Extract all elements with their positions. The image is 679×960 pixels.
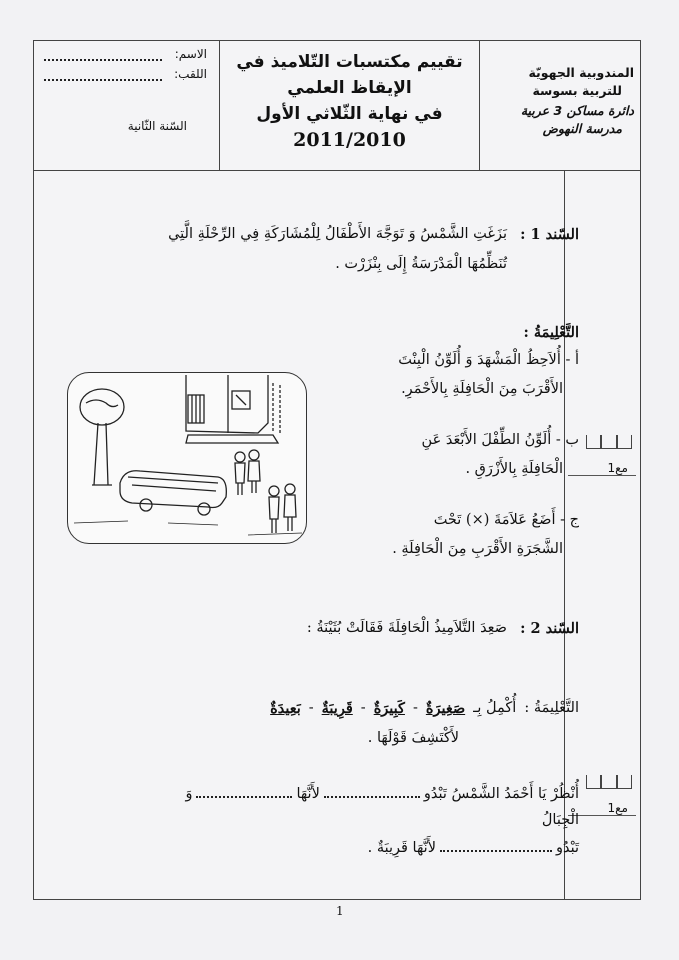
separator-dash: - bbox=[308, 700, 314, 716]
word-option-near: قَرِيبَةٌ bbox=[321, 700, 353, 717]
fill-line-2: الْجِبَالُ bbox=[541, 812, 579, 828]
name-field[interactable] bbox=[44, 59, 162, 61]
fill-line-3-end: لأَنَّهَا قَرِيبَةٌ . bbox=[367, 840, 436, 856]
fill-line-1-start: أُنْظُرْ يَا أَحْمَدُ الشَّمْسُ تَبْدُو bbox=[423, 786, 579, 802]
title-line-3: في نهاية الثّلاثي الأول bbox=[256, 104, 443, 124]
fill-line-3-start: تَبْدُو bbox=[555, 840, 579, 856]
instruction-2-row bbox=[270, 700, 579, 717]
separator-dash: - bbox=[412, 700, 418, 716]
bus-scene-drawing bbox=[68, 373, 307, 544]
org-line-4: مدرسة النهوض bbox=[542, 121, 622, 136]
criterion-label-1: مع1 bbox=[607, 461, 628, 475]
word-option-big: كَبِيرَةٌ bbox=[373, 700, 405, 717]
grade-label: السّنة الثّانية bbox=[127, 119, 187, 133]
task-a-line-1: أ - أُلاَحِظُ الْمَشْهَدَ وَ أُلَوِّنُ الْبِنْتَ bbox=[398, 352, 579, 368]
word-option-far: بَعِيدَةٌ bbox=[270, 700, 301, 717]
surname-field[interactable] bbox=[44, 79, 162, 81]
surname-label: اللقب: bbox=[174, 67, 207, 81]
instruction-1-label: التَّعْلِيمَةُ : bbox=[523, 324, 579, 341]
grade-boxes-1[interactable] bbox=[586, 435, 632, 449]
task-b-line-2: الْحَافِلَةِ بِالأَزْرَقِ . bbox=[465, 461, 563, 477]
header bbox=[34, 41, 640, 171]
student-info bbox=[34, 41, 220, 171]
blank-1[interactable] bbox=[324, 796, 420, 798]
title-line-1: تقييم مكتسبات التّلاميذ في bbox=[236, 52, 463, 72]
instruction-2-text: أُكْمِلُ بِـ bbox=[473, 700, 517, 716]
divider-1 bbox=[568, 475, 636, 476]
task-c-line-2: الشَّجَرَةِ الأَقْرَبِ مِنَ الْحَافِلَةِ . bbox=[392, 541, 563, 557]
fill-line-1 bbox=[185, 786, 579, 802]
instruction-2-line-2: لأَكْتَشِفَ قَوْلَهَا . bbox=[367, 730, 459, 746]
title-line-2: الإيقاظ العلمي bbox=[287, 78, 412, 98]
criterion-label-2: مع1 bbox=[607, 801, 628, 815]
organization-block bbox=[480, 41, 642, 171]
fill-line-3 bbox=[368, 840, 579, 856]
task-b-line-1: ب - أُلَوِّنُ الطِّفْلَ الأَبْعَدَ عَنِ bbox=[421, 432, 579, 448]
blank-2[interactable] bbox=[196, 796, 292, 798]
sanad-1-line-1: بَزَغَتِ الشَّمْسُ وَ تَوَجَّهَ الأَطْفَالُ لِلْمُشَارَكَةِ فِي الرِّحْلَةِ الَّتِي bbox=[168, 226, 507, 242]
grade-boxes-2[interactable] bbox=[586, 775, 632, 789]
fill-because-1: لأَنَّهَا bbox=[296, 786, 320, 802]
fill-and: وَ bbox=[185, 786, 193, 802]
word-option-small: صَغِيرَةٌ bbox=[425, 700, 466, 717]
task-c-line-1: ج - أَضَعُ عَلاَمَةَ (×) تَحْتَ bbox=[433, 512, 579, 528]
title-block bbox=[220, 41, 480, 171]
blank-3[interactable] bbox=[440, 850, 552, 852]
page-number: 1 bbox=[336, 904, 344, 918]
instruction-2-label: التَّعْلِيمَةُ : bbox=[524, 700, 579, 716]
sanad-2-text: صَعِدَ التَّلاَمِيذُ الْحَافِلَةَ فَقَالَتْ بُثَيْنَةُ : bbox=[306, 620, 507, 636]
org-line-2: للتربية بسوسة bbox=[532, 83, 622, 98]
sanad-2-label: السّند 2 : bbox=[520, 620, 579, 637]
sanad-1-label: السّند 1 : bbox=[520, 226, 579, 243]
separator-dash: - bbox=[360, 700, 366, 716]
org-line-3: دائرة مساكن 3 عربية bbox=[520, 103, 634, 118]
school-year: 2011/2010 bbox=[293, 129, 406, 151]
scene-illustration[interactable] bbox=[67, 372, 307, 544]
name-label: الاسم: bbox=[174, 47, 207, 61]
org-line-1: المندوبية الجهويّة bbox=[528, 65, 634, 80]
task-a-line-2: الأَقْرَبَ مِنَ الْحَافِلَةِ بِالأَحْمَرِ. bbox=[401, 381, 563, 397]
sanad-1-line-2: تُنَظِّمُهَا الْمَدْرَسَةُ إِلَى بِنْزَرْت . bbox=[335, 256, 507, 272]
